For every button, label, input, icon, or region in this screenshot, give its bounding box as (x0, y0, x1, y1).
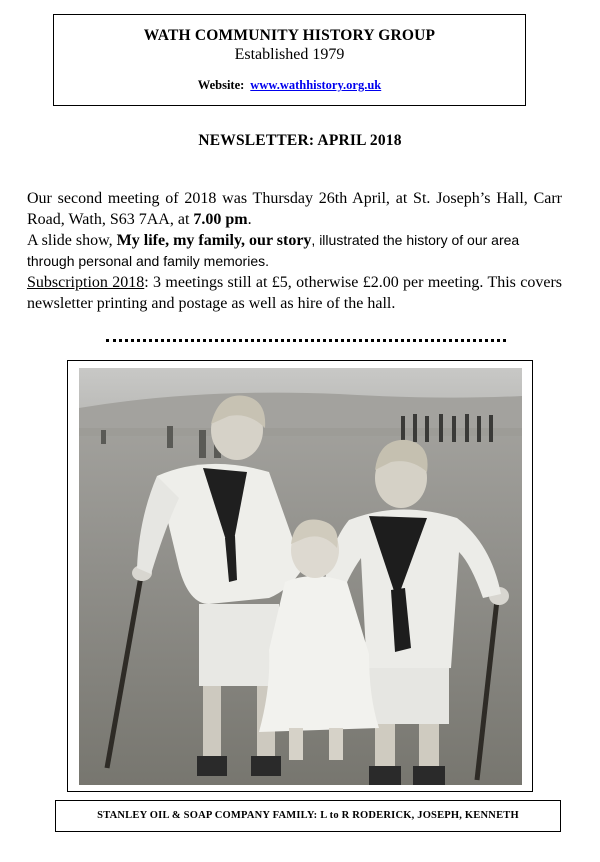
subscription-text: : 3 meetings still at £5, otherwise £2.00 per meeting. This covers newsletter printing and postage as well as hire of the hall. (27, 274, 562, 312)
meeting-paragraph (27, 188, 562, 230)
dotted-divider (106, 339, 506, 342)
org-name: WATH COMMUNITY HISTORY GROUP (143, 27, 436, 44)
website-line (54, 78, 525, 93)
established-line: Established 1979 (234, 46, 345, 63)
meeting-time: 7.00 pm (193, 211, 248, 228)
slide-description: , illustrated the history of our area through personal and family memories. (27, 232, 520, 269)
meeting-text: Our second meeting of 2018 was Thursday 26th April, at St. Joseph’s Hall, Carr Road, Wath, S63 7AA, at (27, 190, 562, 228)
website-link[interactable]: www.wathhistory.org.uk (250, 78, 382, 92)
photo-frame (67, 360, 533, 792)
subscription-paragraph (27, 272, 562, 314)
family-photo (79, 368, 522, 785)
header-box (53, 14, 526, 106)
slide-show-paragraph (27, 230, 562, 272)
slide-show-title: My life, my family, our story (116, 232, 312, 249)
photo-caption: STANLEY OIL & SOAP COMPANY FAMILY: L to R RODERICK, JOSEPH, KENNETH (55, 800, 561, 832)
meeting-end: . (247, 211, 252, 228)
slide-intro: A slide show, (27, 232, 117, 249)
subscription-label: Subscription 2018 (27, 274, 145, 291)
newsletter-title: NEWSLETTER: APRIL 2018 (198, 132, 402, 149)
website-label: Website: (197, 78, 245, 92)
